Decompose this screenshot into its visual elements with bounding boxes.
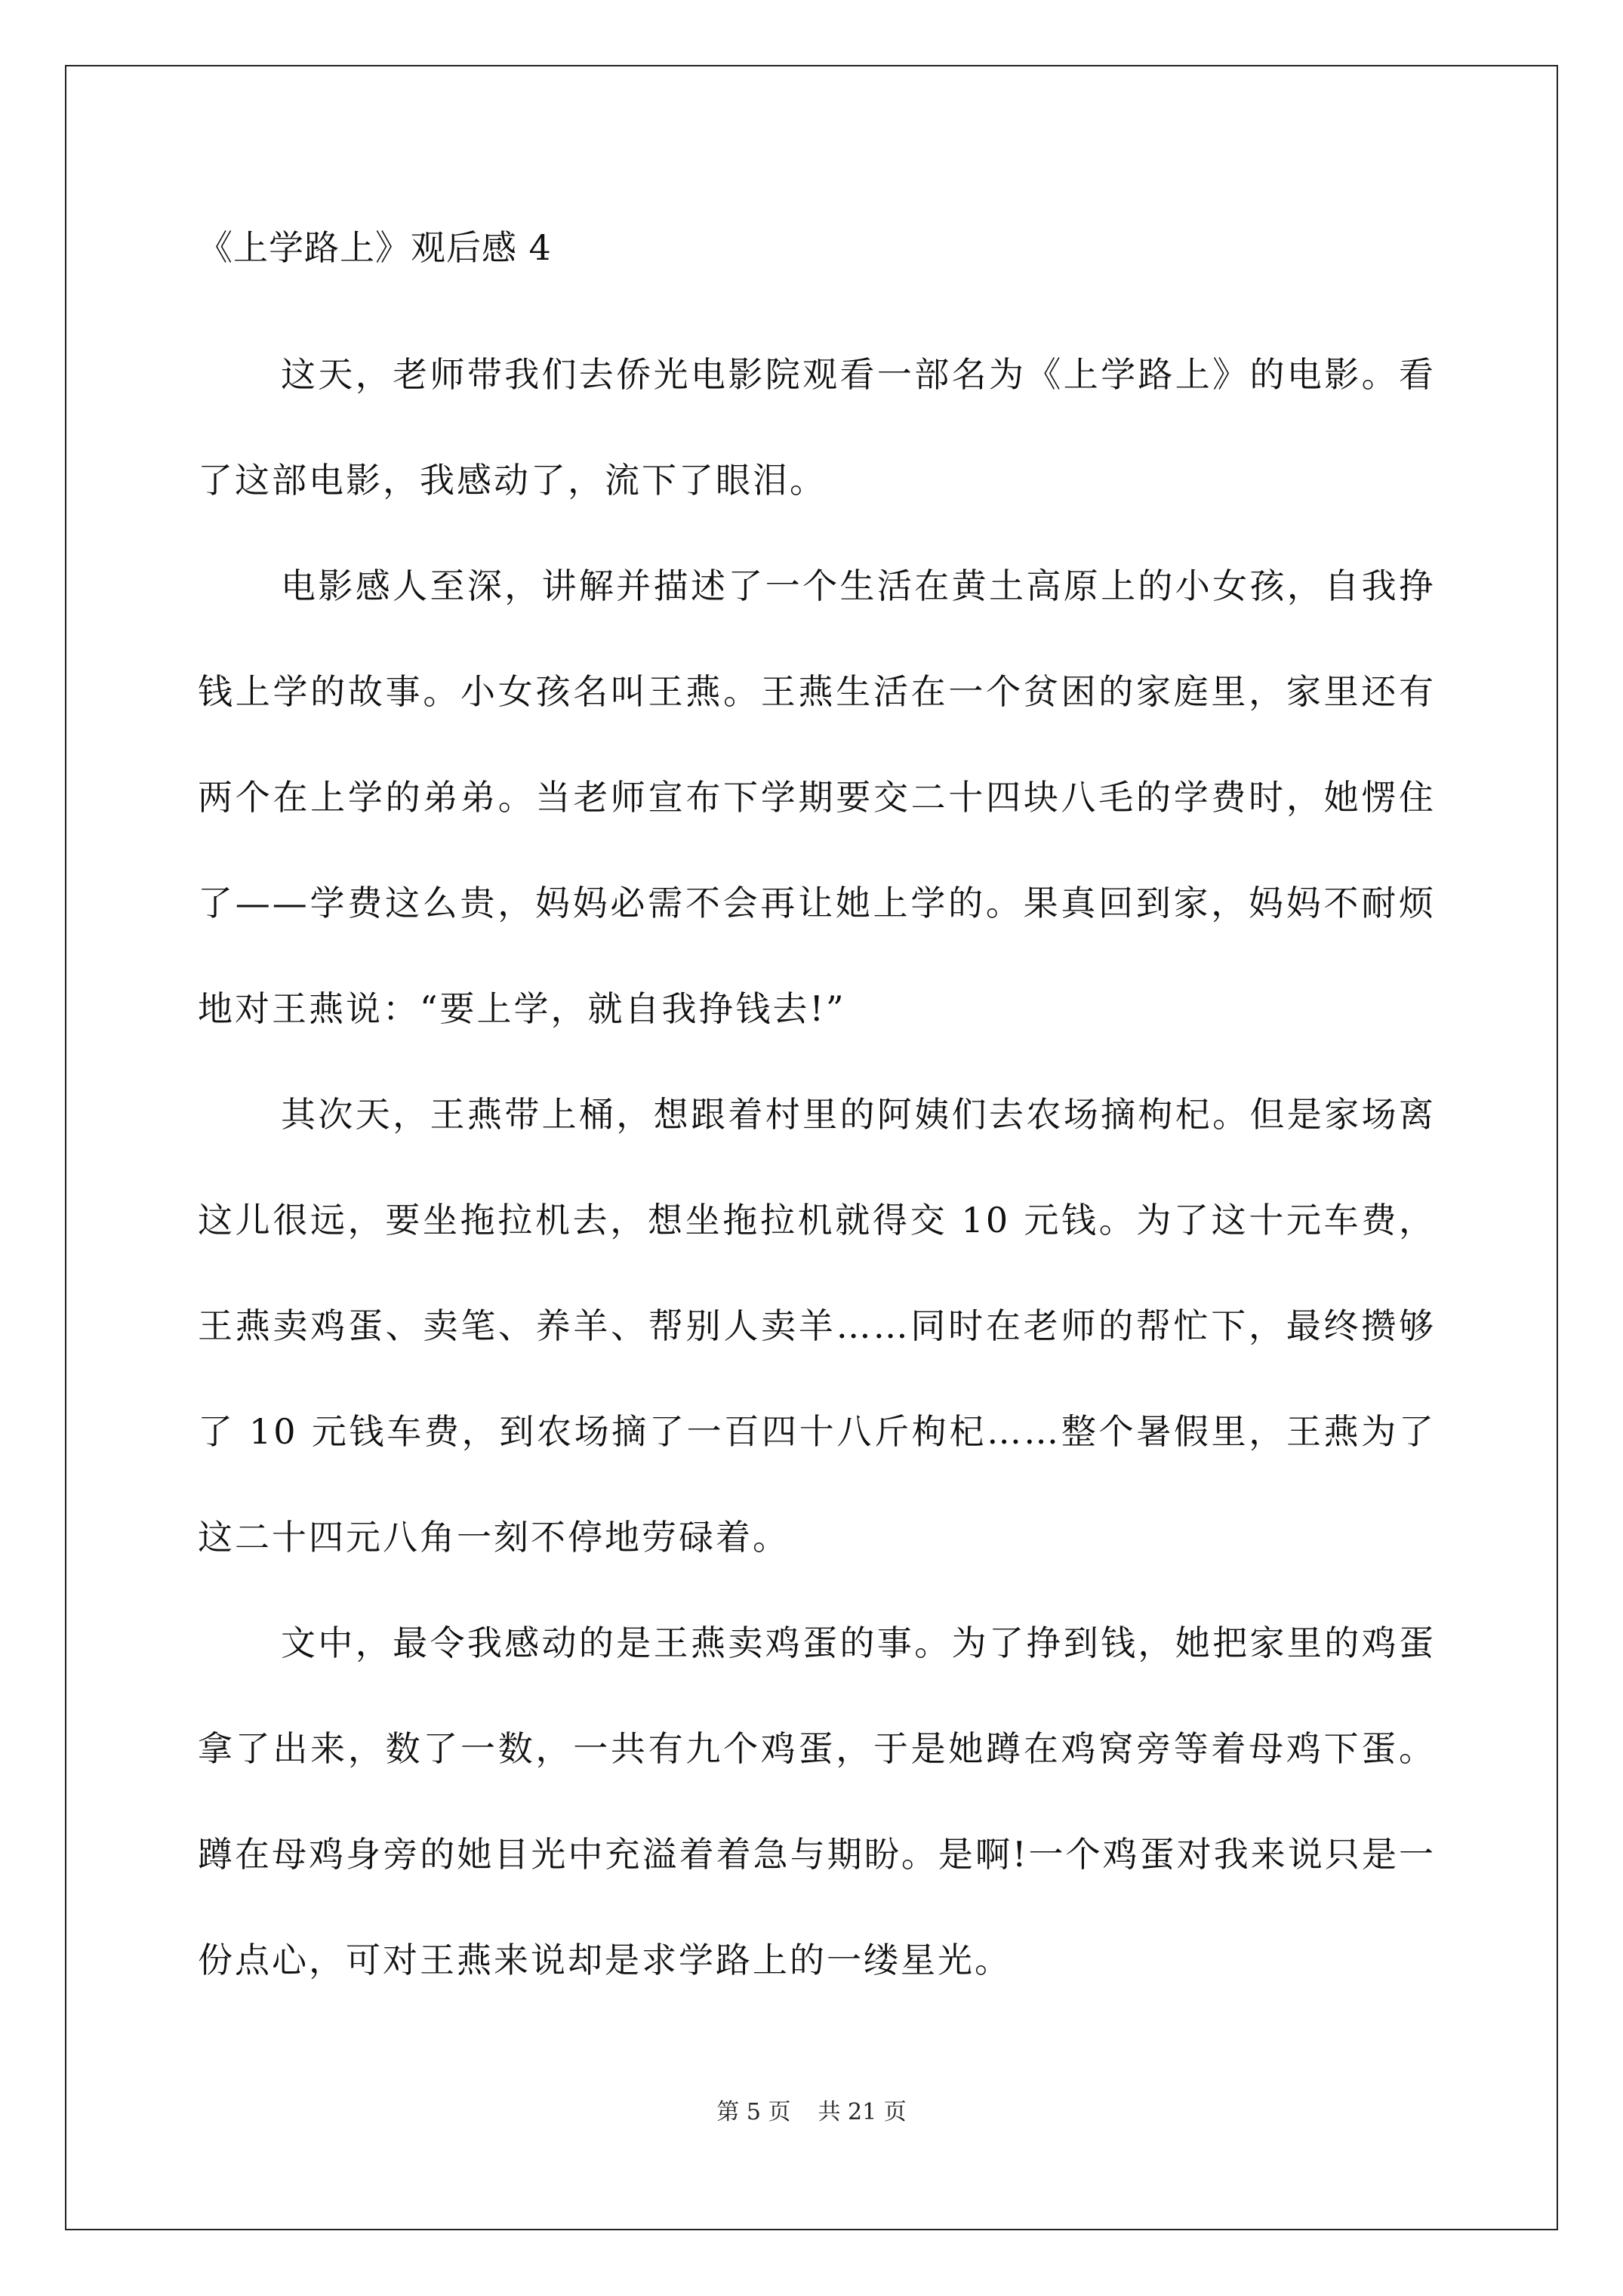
paragraph-1: 这天，老师带我们去侨光电影院观看一部名为《上学路上》的电影。看了这部电影，我感动了，流下了眼泪。 <box>198 354 1436 501</box>
page-number-current: 第 5 页 <box>716 2099 791 2125</box>
paragraph-2: 电影感人至深，讲解并描述了一个生活在黄土高原上的小女孩，自我挣钱上学的故事。小女孩名叫王燕。王燕生活在一个贫困的家庭里，家里还有两个在上学的弟弟。当老师宣布下学期要交二十四块八毛的学费时，她愣住了——学费这么贵，妈妈必需不会再让她上学的。果真回到家，妈妈不耐烦地对王燕说：“要上学，就自我挣钱去!” <box>198 566 1436 1029</box>
page-number-total: 共 21 页 <box>818 2099 907 2125</box>
document-body <box>198 216 1436 2013</box>
page-footer <box>0 2097 1623 2128</box>
paragraph-4: 文中，最令我感动的是王燕卖鸡蛋的事。为了挣到钱，她把家里的鸡蛋拿了出来，数了一数，一共有九个鸡蛋，于是她蹲在鸡窝旁等着母鸡下蛋。蹲在母鸡身旁的她目光中充溢着着急与期盼。是啊!一个鸡蛋对我来说只是一份点心，可对王燕来说却是求学路上的一缕星光。 <box>198 1623 1436 1980</box>
document-title: 《上学路上》观后感 4 <box>198 227 552 268</box>
paragraph-3: 其次天，王燕带上桶，想跟着村里的阿姨们去农场摘枸杞。但是家场离这儿很远，要坐拖拉机去，想坐拖拉机就得交 10 元钱。为了这十元车费，王燕卖鸡蛋、卖笔、养羊、帮别人卖羊……同时在老师的帮忙下，最终攒够了 10 元钱车费，到农场摘了一百四十八斤枸杞……整个暑假里，王燕为了这二十四元八角一刻不停地劳碌着。 <box>198 1094 1436 1558</box>
